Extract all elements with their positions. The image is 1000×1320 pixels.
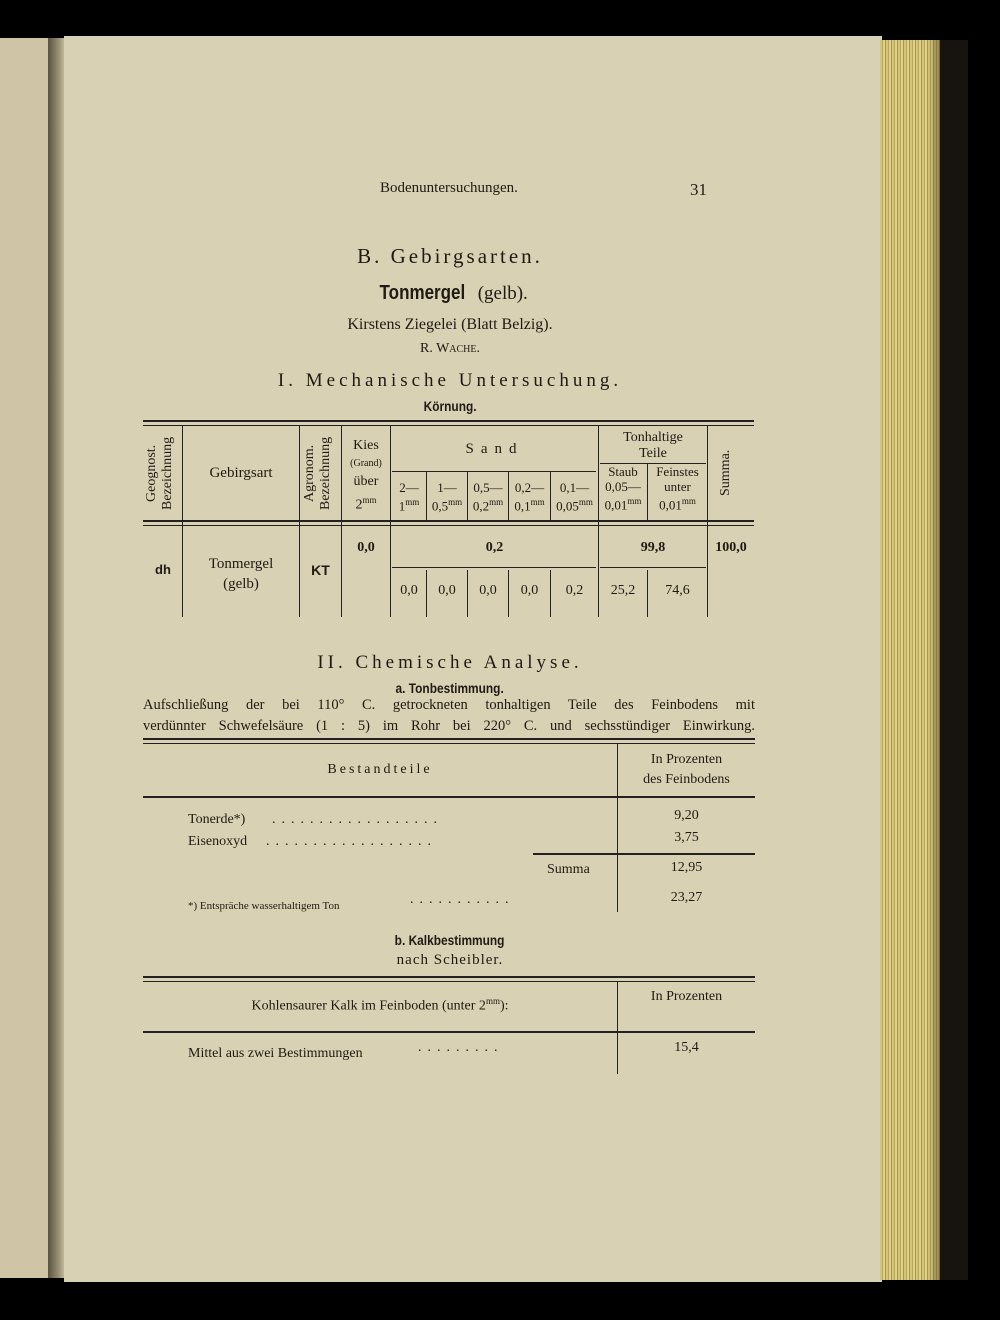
sample-title [150,282,750,305]
cell-sand-total: 0,2 [485,540,504,555]
cell-ton-total: 99,8 [640,540,666,555]
col-prozent-line2: des Feinbodens [643,772,730,787]
feinstes-unit: mm [681,496,696,506]
kies-ueber: über [353,474,379,489]
header-geognost: Geognost. Bezeichnung [144,436,175,510]
sand-value: 0,0 [438,583,456,598]
header-tonhaltige [599,430,707,462]
sand-range-to: 0,05 [556,498,579,514]
feinstes-size: 0,01 [659,497,682,513]
book-spine [940,40,968,1280]
header-summa: Summa. [718,449,733,497]
ton-teile: Teile [639,446,667,461]
page-edges-shadow [928,40,940,1280]
ton-label: Tonhaltige [623,430,683,445]
sand-range-from: 0,1— [559,480,590,495]
koernung-label: Körnung. [423,398,477,414]
staub-label: Staub [608,464,638,479]
sand-range-to: 0,1 [514,498,531,514]
sand-range-unit: mm [489,497,504,507]
kalk-heading [150,932,750,950]
summa-value: 12,95 [670,860,703,875]
mechanical-heading: I. Mechanische Untersuchung. [277,370,623,391]
running-head: Bodenuntersuchungen. [380,180,518,196]
mechanical-subheading [150,398,750,416]
cell-gebirgsart [183,554,299,594]
kalk-header-value: In Prozenten [650,989,723,1004]
sand-range-unit: mm [530,497,545,507]
kalk-row-leader: ......... [418,1040,504,1055]
sand-range-from: 1— [437,480,457,495]
col-prozent [618,750,755,790]
cell-geognost: dh [155,562,171,577]
sand-subheader [509,480,550,513]
col-prozent-line1: In Prozenten [650,752,723,767]
footnote-leader: ........... [410,892,515,907]
left-page-edge [0,38,48,1278]
kalk-method: nach Scheibler. [396,952,504,968]
chemical-row-leader: .................. [272,812,443,827]
kies-unit: mm [362,495,377,505]
cell-kies: 0,0 [357,540,375,555]
col-bestandteile: Bestandteile [327,762,433,777]
summa-label: Summa [547,862,590,877]
staub-unit: mm [627,496,642,506]
feinstes-unter: unter [664,479,691,494]
chemical-row-label: Eisenoxyd [188,834,248,849]
header-sand: Sand [465,441,524,457]
chemical-row-value: 3,75 [674,830,699,845]
location: Kirstens Ziegelei (Blatt Belzig). [347,316,553,333]
sand-subheader [468,480,508,513]
sand-range-from: 0,5— [473,480,503,495]
footnote-value: 23,27 [670,890,703,905]
analyst: R. Wache. [419,341,481,356]
cell-agronom: KT [311,562,330,578]
kies-label: Kies [353,438,379,453]
kalk-header-unit: mm [485,996,500,1006]
sand-range-from: 0,2— [514,480,545,495]
sand-range-unit: mm [448,497,463,507]
sand-range-unit: mm [405,497,420,507]
tonbestimmung-label: a. Tonbestimmung. [395,680,505,696]
cell-summa: 100,0 [715,540,747,555]
cell-staub: 25,2 [610,583,636,598]
header-feinstes [648,464,707,512]
feinstes-label: Feinstes [656,464,699,479]
chemical-heading: II. Chemische Analyse. [317,652,583,673]
chemical-row-leader: .................. [266,834,437,849]
sample-color: (gelb). [477,283,528,304]
chemical-row-label: Tonerde*) [188,812,246,827]
kalk-row-label: Mittel aus zwei Bestimmungen [188,1046,363,1061]
gebirgsart-color: (gelb) [223,576,259,592]
chemical-description-line1: Aufschließung der bei 110° C. getrockneten tonhaltigen Teile des Feinbodens mit [143,697,755,713]
section-title: B. Gebirgsarten. [357,244,543,268]
kalk-header-tail: ): [499,998,509,1014]
sand-value: 0,0 [400,583,418,598]
staub-range: 0,05— [605,479,641,494]
sand-subheader [551,480,598,513]
sand-range-unit: mm [578,497,593,507]
chemical-row-value: 9,20 [674,808,699,823]
sand-value: 0,2 [565,583,584,598]
cell-feinstes: 74,6 [665,583,690,598]
sand-value: 0,0 [479,583,497,598]
sand-range-to: 0,2 [472,498,490,514]
chemical-description-line2: verdünnter Schwefelsäure (1 : 5) im Rohr bei 220° C. und sechsstündiger Einwirkung. [143,718,755,734]
sand-subheader [392,480,426,513]
kalk-row-value: 15,4 [674,1040,699,1055]
footnote: *) Entspräche wasserhaltigem Ton [188,900,340,912]
header-kies [342,437,390,515]
sand-range-from: 2— [399,480,419,495]
header-gebirgsart: Gebirgsart [209,465,273,481]
sand-subheader [427,480,467,513]
sand-range-to: 0,5 [431,498,449,514]
kalk-header-label [143,996,617,1015]
header-staub [599,464,647,512]
kies-size: 2 [355,497,363,513]
kalk-header-text: Kohlensaurer Kalk im Feinboden (unter 2 [251,998,486,1014]
sand-range-to: 1 [398,498,406,514]
staub-size: 0,01 [604,497,628,513]
page-number: 31 [690,180,707,199]
kies-grand: (Grand) [350,458,382,469]
header-agronom: Agronom. Bezeichnung [302,436,333,510]
sample-name: Tonmergel [379,282,466,304]
sand-value: 0,0 [520,583,539,598]
gebirgsart-name: Tonmergel [208,556,274,572]
tonbestimmung-heading [150,680,750,698]
kalk-label: b. Kalkbestimmung [395,932,505,948]
